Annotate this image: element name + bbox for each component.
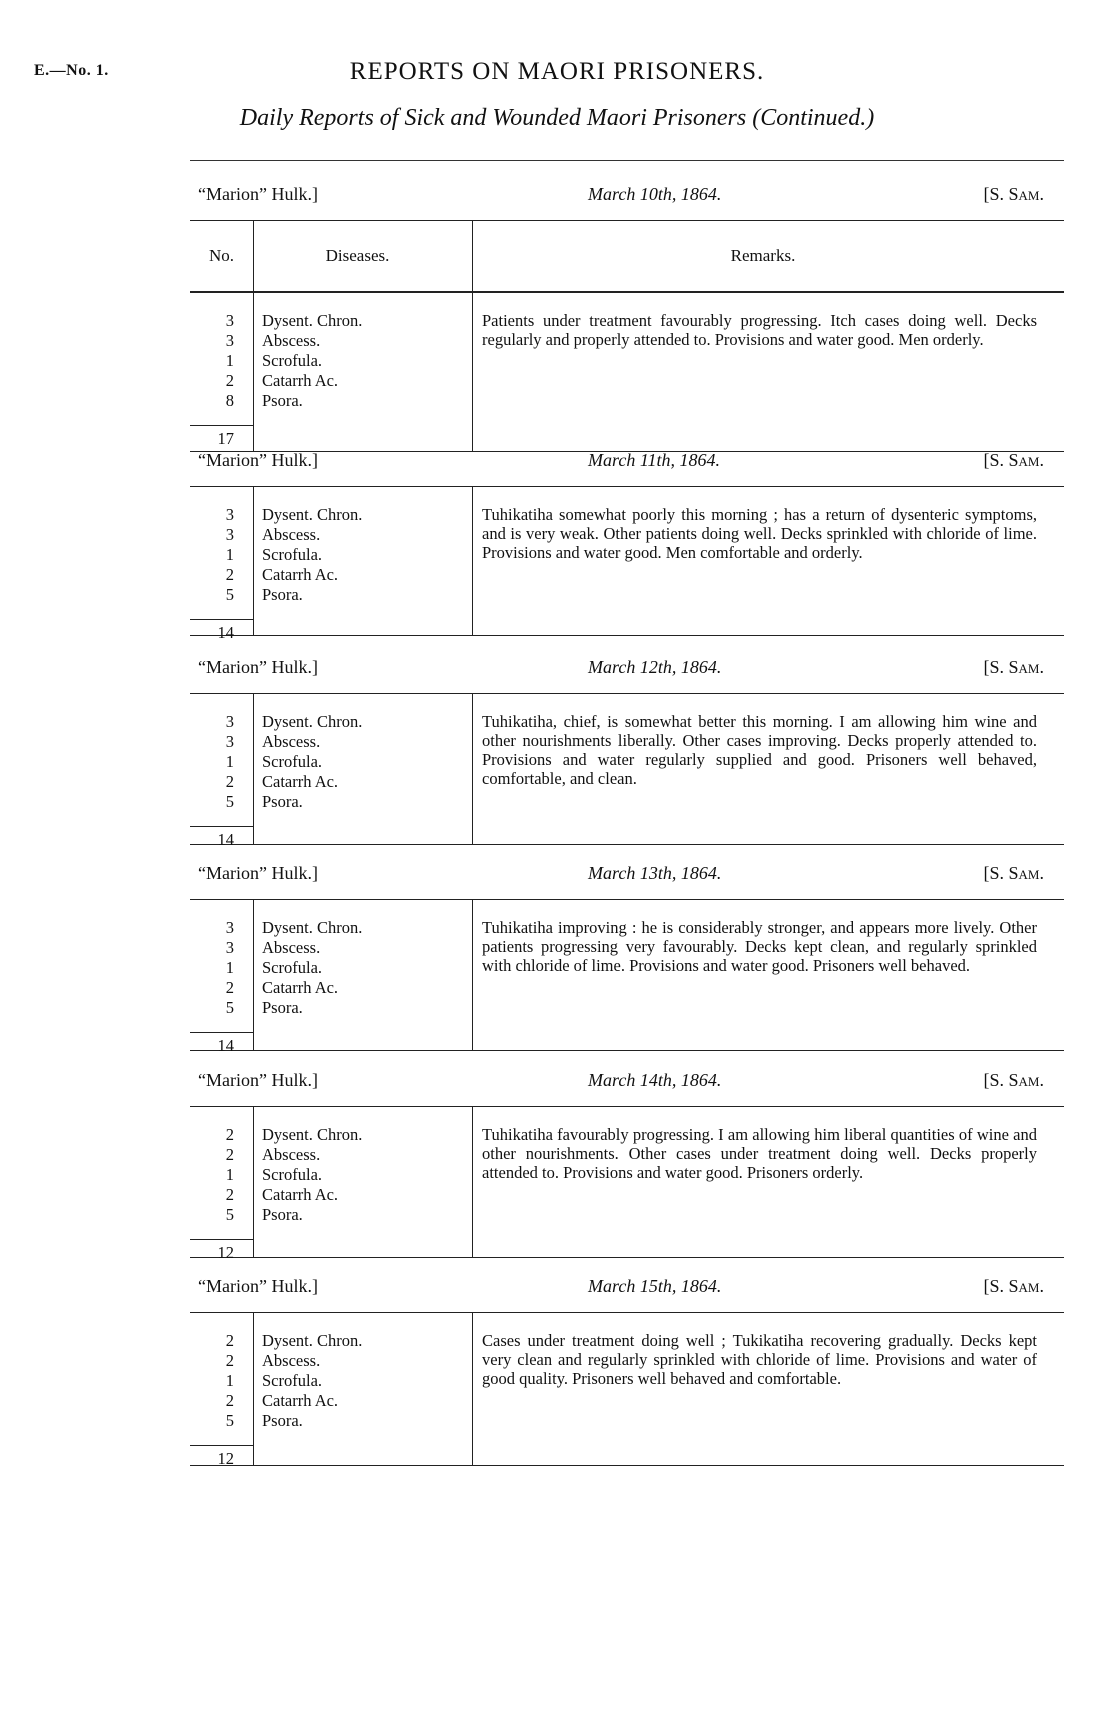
disease-name: Psora.: [262, 1205, 303, 1224]
day-table: [190, 693, 1064, 849]
case-count: 1: [225, 351, 234, 370]
disease-name: Scrofula.: [262, 545, 323, 564]
day-table: [190, 486, 1064, 642]
remarks-text: Patients under treatment favourably progressing. Itch cases doing well. Decks regularly and properly attended to. Provisions and water good. Men orderly.: [482, 311, 1037, 349]
signature: [S. Sam.: [983, 657, 1044, 677]
disease-name: Scrofula.: [262, 752, 323, 771]
page-subtitle: Daily Reports of Sick and Wounded Maori Prisoners (Continued.): [239, 105, 875, 131]
case-count: 2: [225, 1331, 234, 1350]
ship-name: “Marion” Hulk.]: [198, 1070, 318, 1090]
total-count: 14: [217, 623, 234, 642]
disease-name: Scrofula.: [262, 351, 323, 370]
day-header: [190, 164, 1064, 220]
case-count: 8: [225, 391, 234, 410]
case-count: 5: [225, 1205, 234, 1224]
day-header: [190, 1256, 1064, 1312]
case-count: 2: [225, 565, 234, 584]
case-count: 2: [225, 1351, 234, 1370]
total-count: 14: [217, 1036, 234, 1055]
disease-name: Psora.: [262, 792, 303, 811]
day-table: [190, 292, 1064, 452]
disease-name: Catarrh Ac.: [262, 772, 339, 791]
ship-name: “Marion” Hulk.]: [198, 450, 318, 470]
case-count: 1: [225, 545, 234, 564]
disease-name: Dysent. Chron.: [262, 918, 363, 937]
case-count: 3: [225, 732, 234, 751]
disease-name: Psora.: [262, 391, 303, 410]
disease-name: Abscess.: [262, 732, 321, 751]
case-count: 2: [225, 371, 234, 390]
disease-name: Psora.: [262, 998, 303, 1017]
case-count: 2: [225, 772, 234, 791]
signature: [S. Sam.: [983, 184, 1044, 204]
day-report: [190, 1050, 1064, 1262]
day-table: [190, 1106, 1064, 1262]
page-title: REPORTS ON MAORI PRISONERS.: [349, 58, 765, 85]
day-header: [190, 1050, 1064, 1106]
case-count: 2: [225, 1391, 234, 1410]
signature: [S. Sam.: [983, 1070, 1044, 1090]
signature: [S. Sam.: [983, 1276, 1044, 1296]
remarks-text: Tuhikatiha somewhat poorly this morning ; has a return of dysenteric symptoms, and is very weak. Other patients doing well. Decks sprinkled with chloride of lime. Provisions and water good. Men comfortable and orderly.: [482, 505, 1037, 562]
disease-name: Dysent. Chron.: [262, 1331, 363, 1350]
report-date: March 13th, 1864.: [588, 863, 722, 883]
disease-name: Catarrh Ac.: [262, 1185, 339, 1204]
case-count: 2: [225, 1185, 234, 1204]
day-report: [190, 637, 1064, 849]
title-divider: [190, 160, 1064, 161]
case-count: 2: [225, 1125, 234, 1144]
case-count: 2: [225, 1145, 234, 1164]
case-count: 1: [225, 958, 234, 977]
total-rule: [190, 619, 253, 620]
day-header: [190, 843, 1064, 899]
disease-name: Abscess.: [262, 1145, 321, 1164]
case-count: 3: [225, 525, 234, 544]
total-rule: [190, 1032, 253, 1033]
day-report: [190, 843, 1064, 1055]
signature: [S. Sam.: [983, 450, 1044, 470]
report-date: March 14th, 1864.: [588, 1070, 722, 1090]
disease-name: Catarrh Ac.: [262, 978, 339, 997]
case-count: 1: [225, 1371, 234, 1390]
remarks-text: Cases under treatment doing well ; Tukikatiha recovering gradually. Decks kept very clean and regularly sprinkled with chloride of lime. Provisions and water of good quality. Prisoners well behaved and comfortable.: [482, 1331, 1037, 1388]
disease-name: Psora.: [262, 585, 303, 604]
case-count: 1: [225, 752, 234, 771]
day-table: [190, 1312, 1064, 1466]
total-rule: [190, 826, 253, 827]
signature: [S. Sam.: [983, 863, 1044, 883]
disease-name: Scrofula.: [262, 1165, 323, 1184]
page-id: E.—No. 1.: [34, 62, 109, 79]
disease-name: Abscess.: [262, 525, 321, 544]
disease-name: Abscess.: [262, 938, 321, 957]
total-count: 12: [217, 1449, 234, 1468]
disease-name: Psora.: [262, 1411, 303, 1430]
disease-name: Scrofula.: [262, 958, 323, 977]
disease-name: Dysent. Chron.: [262, 1125, 363, 1144]
day-table: [190, 899, 1064, 1055]
remarks-text: Tuhikatiha improving : he is considerably stronger, and appears more lively. Other patients progressing very favourably. Decks kept clean, and regularly sprinkled with chloride of lime. Provisions and water good. Prisoners well behaved.: [482, 918, 1037, 975]
report-date: March 10th, 1864.: [588, 184, 722, 204]
total-rule: [190, 425, 253, 426]
case-count: 3: [225, 311, 234, 330]
total-count: 17: [217, 429, 234, 448]
case-count: 3: [225, 918, 234, 937]
column-remarks: Remarks.: [730, 246, 796, 265]
report-date: March 12th, 1864.: [588, 657, 722, 677]
disease-name: Dysent. Chron.: [262, 505, 363, 524]
total-rule: [190, 1239, 253, 1240]
case-count: 3: [225, 938, 234, 957]
remarks-text: Tuhikatiha favourably progressing. I am allowing him liberal quantities of wine and other nourishments. Other cases under treatment doing well. Decks properly attended to. Provisions and water good. Prisoners orderly.: [482, 1125, 1037, 1182]
total-count: 14: [217, 830, 234, 849]
disease-name: Dysent. Chron.: [262, 311, 363, 330]
remarks-text: Tuhikatiha, chief, is somewhat better this morning. I am allowing him wine and other nourishments liberally. Other cases improving. Decks properly attended to. Provisions and water regularly supplied and good. Prisoners well behaved, comfortable, and clean.: [482, 712, 1037, 788]
disease-name: Dysent. Chron.: [262, 712, 363, 731]
report-date: March 15th, 1864.: [588, 1276, 722, 1296]
ship-name: “Marion” Hulk.]: [198, 657, 318, 677]
case-count: 3: [225, 505, 234, 524]
column-headers: [190, 220, 1064, 292]
ship-name: “Marion” Hulk.]: [198, 863, 318, 883]
disease-name: Catarrh Ac.: [262, 565, 339, 584]
total-rule: [190, 1445, 253, 1446]
day-report: [190, 430, 1064, 642]
case-count: 1: [225, 1165, 234, 1184]
disease-name: Catarrh Ac.: [262, 1391, 339, 1410]
day-header: [190, 637, 1064, 693]
case-count: 3: [225, 712, 234, 731]
case-count: 5: [225, 792, 234, 811]
day-header: [190, 430, 1064, 486]
column-diseases: Diseases.: [325, 246, 390, 265]
disease-name: Abscess.: [262, 1351, 321, 1370]
report-date: March 11th, 1864.: [588, 450, 720, 470]
total-count: 12: [217, 1243, 234, 1262]
disease-name: Scrofula.: [262, 1371, 323, 1390]
ship-name: “Marion” Hulk.]: [198, 1276, 318, 1296]
day-report: [190, 1256, 1064, 1466]
case-count: 5: [225, 1411, 234, 1430]
case-count: 3: [225, 331, 234, 350]
disease-name: Catarrh Ac.: [262, 371, 339, 390]
disease-name: Abscess.: [262, 331, 321, 350]
case-count: 2: [225, 978, 234, 997]
column-no: No.: [208, 246, 235, 265]
day-report: [190, 164, 1064, 452]
ship-name: “Marion” Hulk.]: [198, 184, 318, 204]
case-count: 5: [225, 585, 234, 604]
case-count: 5: [225, 998, 234, 1017]
